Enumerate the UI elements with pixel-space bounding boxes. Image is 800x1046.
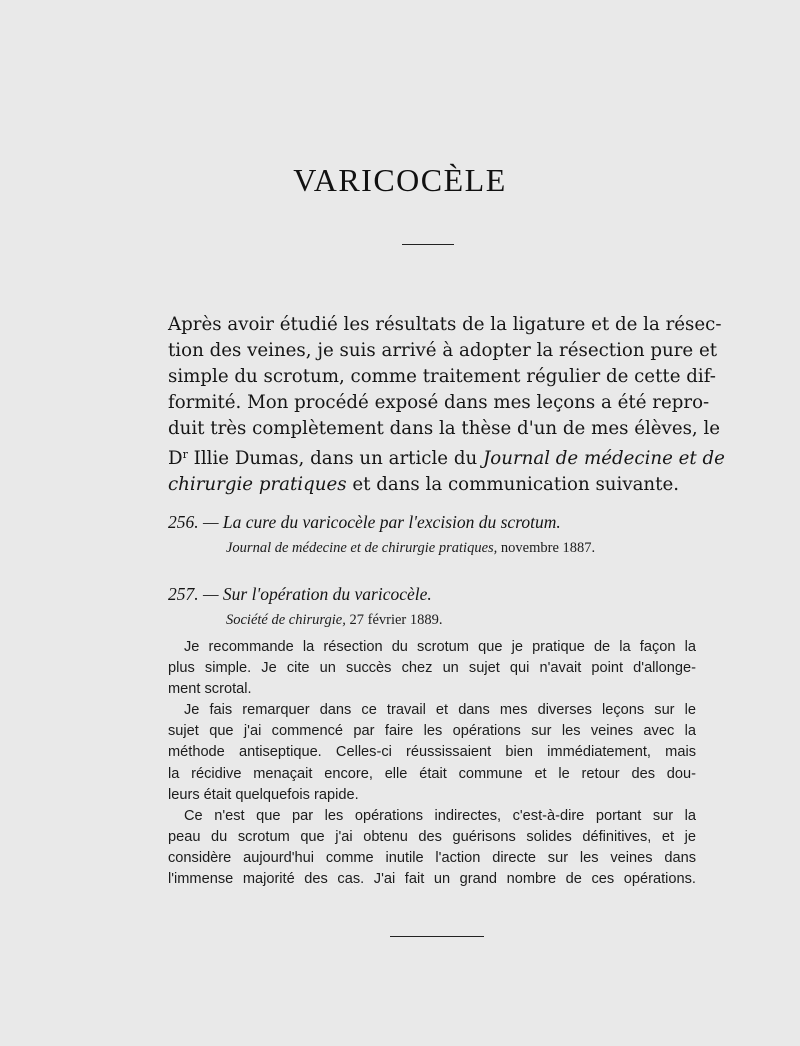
text-line: leurs était quelquefois rapide.	[168, 786, 359, 803]
text-line: Je recommande la résection du scrotum que je pratique de la façon la	[184, 639, 696, 655]
reference-source	[226, 540, 694, 557]
reference-title	[168, 512, 694, 533]
reference-date: 27 février 1889.	[345, 612, 443, 628]
reference-entry	[168, 584, 694, 629]
body-text	[168, 637, 696, 890]
text-line: formité. Mon procédé exposé dans mes leçons a été repro-	[168, 392, 710, 413]
text-fragment: Illie Dumas, dans un article du	[187, 448, 483, 469]
reference-title	[168, 584, 694, 605]
end-rule	[390, 936, 484, 937]
text-line: tion des veines, je suis arrivé à adopter la résection pure et	[168, 340, 718, 361]
text-line: plus simple. Je cite un succès chez un sujet qui n'avait point d'allonge-	[168, 660, 696, 677]
text-line: Après avoir étudié les résultats de la ligature et de la résec-	[168, 314, 722, 335]
text-line: Ce n'est que par les opérations indirectes, c'est-à-dire portant sur la	[184, 807, 696, 824]
text-line: peau du scrotum que j'ai obtenu des guérisons solides définitives, et je	[168, 828, 696, 845]
reference-entry	[168, 512, 694, 557]
reference-source	[226, 612, 694, 629]
text-line	[168, 442, 725, 472]
text-fragment: et dans la communication suivante.	[346, 474, 680, 495]
text-line: ment scrotal.	[168, 681, 252, 698]
reference-title-text: — La cure du varicocèle par l'excision du scrotum.	[198, 512, 561, 532]
journal-title: chirurgie pratiques	[168, 474, 347, 495]
journal-title: Journal de médecine et de	[482, 448, 725, 469]
doctor-abbrev-sup: r	[182, 448, 188, 461]
text-line: simple du scrotum, comme traitement régulier de cette dif-	[168, 366, 716, 387]
reference-date: novembre 1887.	[497, 540, 596, 556]
reference-title-text: — Sur l'opération du varicocèle.	[198, 584, 432, 604]
page-title: VARICOCÈLE	[293, 162, 507, 198]
text-line: sujet que j'ai commencé par faire les opérations sur les veines avec la	[168, 723, 696, 740]
reference-source-name: Journal de médecine et de chirurgie pratiques,	[226, 540, 498, 556]
text-line: méthode antiseptique. Celles-ci réussissaient bien immédiatement, mais	[168, 744, 696, 761]
text-line	[168, 472, 694, 498]
text-line: l'immense majorité des cas. J'ai fait un grand nombre de ces opérations.	[168, 871, 696, 888]
text-line: la récidive menaçait encore, elle était commune et le retour des dou-	[168, 765, 696, 782]
text-line: Je fais remarquer dans ce travail et dans mes diverses leçons sur le	[184, 702, 696, 719]
reference-number: 256.	[168, 512, 199, 532]
intro-paragraph	[168, 312, 725, 498]
reference-number: 257.	[168, 584, 199, 604]
text-line: considère aujourd'hui comme inutile l'action directe sur les veines dans	[168, 849, 696, 866]
reference-source-name: Société de chirurgie,	[226, 612, 346, 628]
title-rule	[402, 244, 454, 245]
text-line: duit très complètement dans la thèse d'un de mes élèves, le	[168, 418, 721, 439]
doctor-abbrev: D	[168, 448, 183, 469]
